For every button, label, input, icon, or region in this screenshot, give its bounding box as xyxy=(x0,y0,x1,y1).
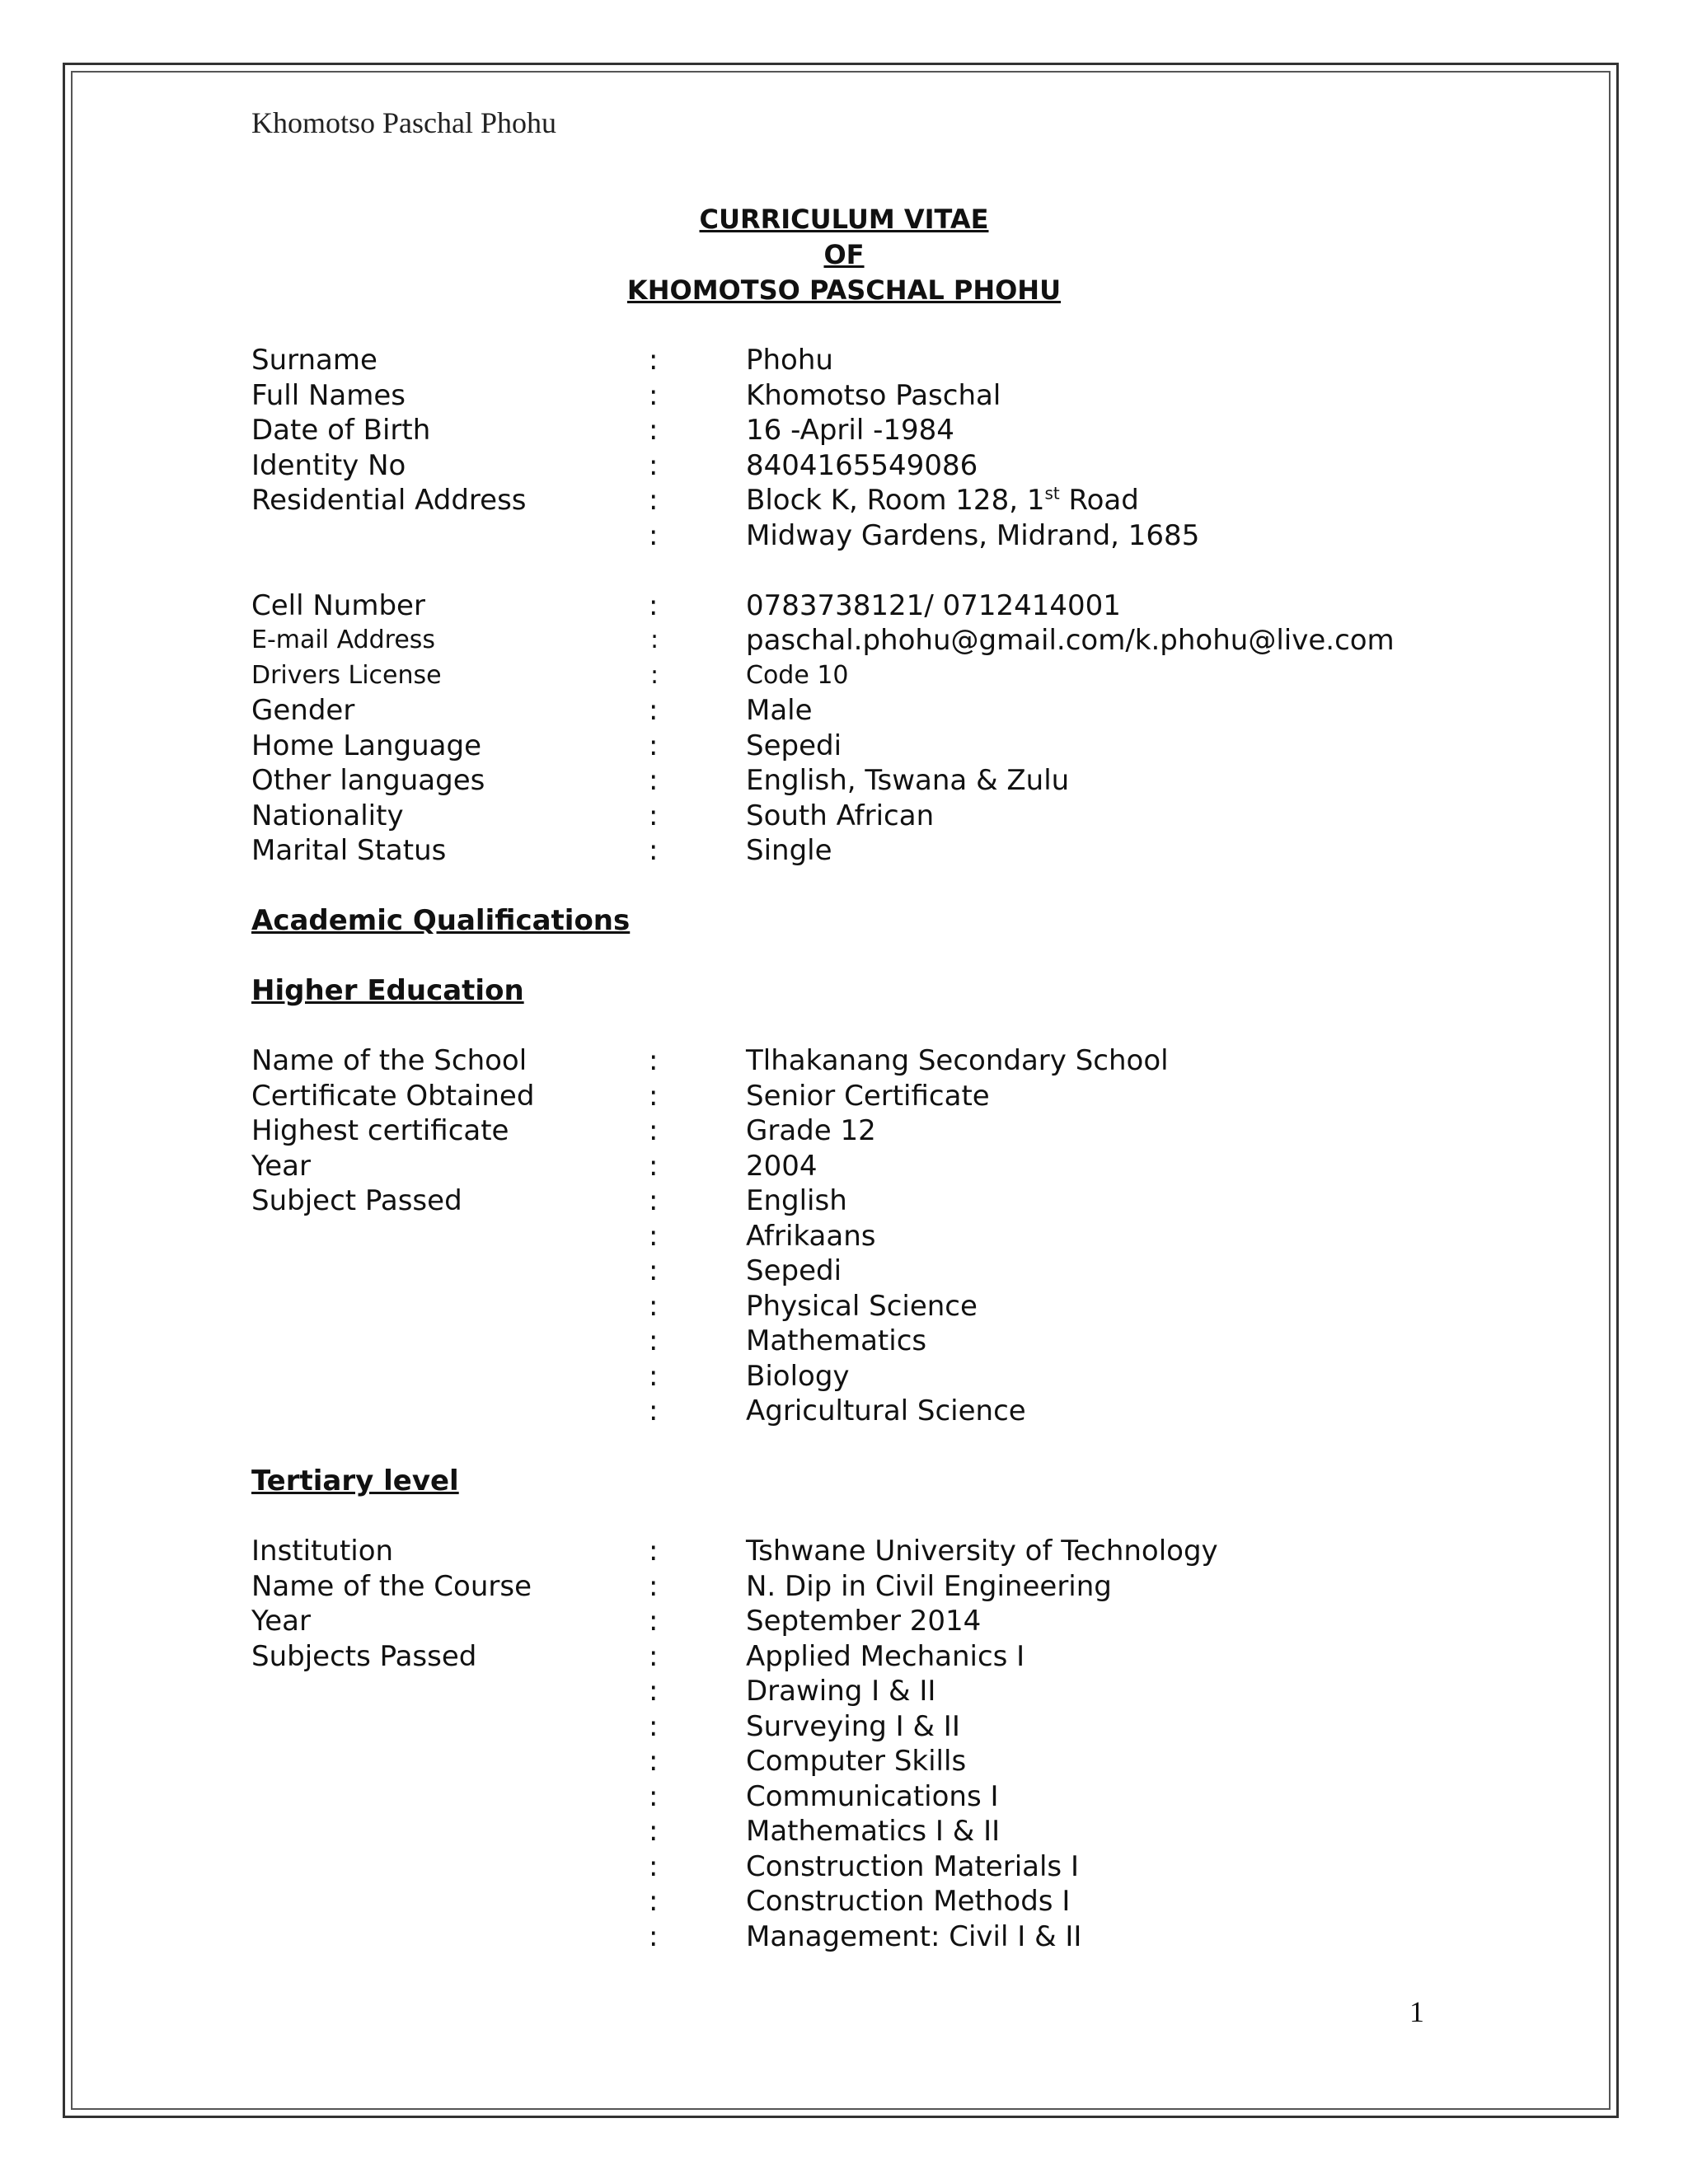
course-row xyxy=(251,1569,1447,1605)
school-subject-row xyxy=(251,1359,1447,1394)
school-value: Tlhakanang Secondary School xyxy=(746,1044,1169,1077)
nationality-row xyxy=(251,799,1447,834)
school-subject: Sepedi xyxy=(746,1254,842,1287)
address-line-2: Midway Gardens, Midrand, 1685 xyxy=(746,518,1200,552)
institution-label: Institution xyxy=(251,1535,394,1568)
institution-value: Tshwane University of Technology xyxy=(746,1535,1218,1568)
tertiary-subject-row xyxy=(251,1744,1447,1779)
dob-row xyxy=(251,413,1447,448)
tertiary-subject-row xyxy=(251,1639,1447,1675)
full-names-row xyxy=(251,378,1447,414)
colon: : xyxy=(649,1639,659,1673)
tertiary-subject-row xyxy=(251,1849,1447,1885)
tertiary-subject-row xyxy=(251,1814,1447,1849)
certificate-label: Certificate Obtained xyxy=(251,1079,535,1113)
full-names-value: Khomotso Paschal xyxy=(746,378,1001,412)
colon: : xyxy=(649,1149,659,1183)
identity-label: Identity No xyxy=(251,448,406,482)
gender-label: Gender xyxy=(251,694,355,727)
address-row-2 xyxy=(251,518,1447,554)
highest-certificate-value: Grade 12 xyxy=(746,1114,876,1147)
colon: : xyxy=(649,484,659,517)
identity-row xyxy=(251,448,1447,484)
certificate-value: Senior Certificate xyxy=(746,1079,990,1113)
school-subject: Agricultural Science xyxy=(746,1394,1026,1427)
dob-value: 16 -April -1984 xyxy=(746,414,954,447)
tertiary-subject-row xyxy=(251,1674,1447,1709)
other-languages-value: English, Tswana & Zulu xyxy=(746,764,1070,797)
colon: : xyxy=(649,1184,659,1217)
colon: : xyxy=(649,1569,659,1603)
school-subject: Physical Science xyxy=(746,1289,978,1323)
colon: : xyxy=(649,1254,659,1287)
home-language-row xyxy=(251,729,1447,764)
colon: : xyxy=(649,1919,659,1953)
title-line-1: CURRICULUM VITAE xyxy=(699,204,989,235)
tertiary-year-row xyxy=(251,1604,1447,1639)
identity-value: 8404165549086 xyxy=(746,448,978,482)
marital-status-value: Single xyxy=(746,834,832,867)
marital-status-row xyxy=(251,833,1447,869)
tertiary-subject-row xyxy=(251,1709,1447,1745)
page-header-name: Khomotso Paschal Phohu xyxy=(251,106,557,139)
spacer xyxy=(251,1429,1447,1465)
address-line-1 xyxy=(746,483,1139,518)
page-number: 1 xyxy=(1409,1995,1424,2028)
email-value: paschal.phohu@gmail.com/k.phohu@live.com xyxy=(746,624,1395,657)
tertiary-subject: Mathematics I & II xyxy=(746,1815,1001,1848)
gender-value: Male xyxy=(746,694,813,727)
cv-content xyxy=(251,343,1447,1954)
highest-certificate-label: Highest certificate xyxy=(251,1114,509,1147)
school-year-label: Year xyxy=(251,1149,311,1183)
spacer xyxy=(251,1009,1447,1044)
tertiary-year-label: Year xyxy=(251,1605,311,1638)
colon: : xyxy=(649,764,659,797)
tertiary-subject: Computer Skills xyxy=(746,1745,967,1778)
certificate-row xyxy=(251,1079,1447,1114)
colon: : xyxy=(649,518,659,552)
cell-label: Cell Number xyxy=(251,588,425,622)
license-value: Code 10 xyxy=(746,660,849,690)
colon: : xyxy=(649,1605,659,1638)
colon: : xyxy=(649,1535,659,1568)
home-language-label: Home Language xyxy=(251,729,482,762)
license-row xyxy=(251,658,1447,694)
surname-row xyxy=(251,343,1447,378)
address-row-1 xyxy=(251,483,1447,518)
colon: : xyxy=(649,1324,659,1357)
higher-education-heading: Higher Education xyxy=(251,974,524,1007)
colon: : xyxy=(650,660,659,690)
colon: : xyxy=(649,588,659,622)
address-line-1-text: Block K, Room 128, 1 xyxy=(746,484,1045,517)
spacer xyxy=(251,553,1447,588)
colon: : xyxy=(649,1359,659,1393)
surname-label: Surname xyxy=(251,344,377,377)
course-label: Name of the Course xyxy=(251,1569,532,1603)
colon: : xyxy=(649,1394,659,1427)
tertiary-subject: Surveying I & II xyxy=(746,1709,960,1743)
gender-row xyxy=(251,693,1447,729)
tertiary-subject: Communications I xyxy=(746,1779,999,1813)
dob-label: Date of Birth xyxy=(251,414,431,447)
tertiary-year-value: September 2014 xyxy=(746,1605,982,1638)
nationality-value: South African xyxy=(746,799,935,832)
school-subject: Afrikaans xyxy=(746,1219,876,1253)
school-subject-row xyxy=(251,1183,1447,1219)
school-subjects-label: Subject Passed xyxy=(251,1184,462,1217)
email-label: E-mail Address xyxy=(251,626,436,654)
colon: : xyxy=(649,1885,659,1918)
highest-certificate-row xyxy=(251,1113,1447,1149)
school-subject-row xyxy=(251,1394,1447,1429)
other-languages-row xyxy=(251,763,1447,799)
colon: : xyxy=(649,414,659,447)
cell-row xyxy=(251,588,1447,624)
school-subject: English xyxy=(746,1184,847,1217)
colon: : xyxy=(649,834,659,867)
colon: : xyxy=(650,626,659,654)
tertiary-subject: Construction Methods I xyxy=(746,1885,1071,1918)
school-subject-row xyxy=(251,1289,1447,1324)
school-label: Name of the School xyxy=(251,1044,528,1077)
colon: : xyxy=(649,1289,659,1323)
email-row xyxy=(251,623,1447,658)
colon: : xyxy=(649,1815,659,1848)
tertiary-subject-row xyxy=(251,1884,1447,1919)
colon: : xyxy=(649,1219,659,1253)
spacer xyxy=(251,869,1447,904)
tertiary-subject: Drawing I & II xyxy=(746,1675,936,1708)
license-label: Drivers License xyxy=(251,660,442,690)
institution-row xyxy=(251,1534,1447,1569)
tertiary-subject-row xyxy=(251,1779,1447,1815)
other-languages-label: Other languages xyxy=(251,764,485,797)
school-subject-row xyxy=(251,1254,1447,1289)
marital-status-label: Marital Status xyxy=(251,834,447,867)
school-subject: Biology xyxy=(746,1359,850,1393)
colon: : xyxy=(649,1745,659,1778)
spacer xyxy=(251,1499,1447,1535)
colon: : xyxy=(649,1675,659,1708)
colon: : xyxy=(649,448,659,482)
colon: : xyxy=(649,1044,659,1077)
tertiary-subject: Construction Materials I xyxy=(746,1849,1079,1883)
colon: : xyxy=(649,694,659,727)
full-names-label: Full Names xyxy=(251,378,406,412)
school-subject-row xyxy=(251,1219,1447,1254)
colon: : xyxy=(649,1114,659,1147)
school-subject: Mathematics xyxy=(746,1324,927,1357)
spacer xyxy=(251,939,1447,974)
home-language-value: Sepedi xyxy=(746,729,842,762)
course-value: N. Dip in Civil Engineering xyxy=(746,1569,1112,1603)
nationality-label: Nationality xyxy=(251,799,404,832)
academic-qualifications-heading: Academic Qualifications xyxy=(251,904,631,937)
address-label: Residential Address xyxy=(251,484,527,517)
surname-value: Phohu xyxy=(746,344,833,377)
tertiary-subject: Management: Civil I & II xyxy=(746,1919,1082,1953)
colon: : xyxy=(649,1709,659,1743)
title-line-3: KHOMOTSO PASCHAL PHOHU xyxy=(626,274,1062,306)
school-row xyxy=(251,1043,1447,1079)
colon: : xyxy=(649,378,659,412)
title-line-2: OF xyxy=(823,239,865,270)
school-subject-row xyxy=(251,1324,1447,1359)
school-year-value: 2004 xyxy=(746,1149,818,1183)
tertiary-subjects-label: Subjects Passed xyxy=(251,1639,477,1673)
colon: : xyxy=(649,1779,659,1813)
document-title xyxy=(0,202,1688,308)
tertiary-level-heading: Tertiary level xyxy=(251,1465,459,1497)
colon: : xyxy=(649,344,659,377)
cell-value: 0783738121/ 0712414001 xyxy=(746,588,1121,622)
tertiary-subject: Applied Mechanics I xyxy=(746,1639,1025,1673)
colon: : xyxy=(649,799,659,832)
colon: : xyxy=(649,1849,659,1883)
school-year-row xyxy=(251,1149,1447,1184)
address-line-1-road: Road xyxy=(1059,484,1139,517)
address-ordinal-suffix: st xyxy=(1044,483,1060,504)
colon: : xyxy=(649,1079,659,1113)
colon: : xyxy=(649,729,659,762)
tertiary-subject-row xyxy=(251,1919,1447,1955)
